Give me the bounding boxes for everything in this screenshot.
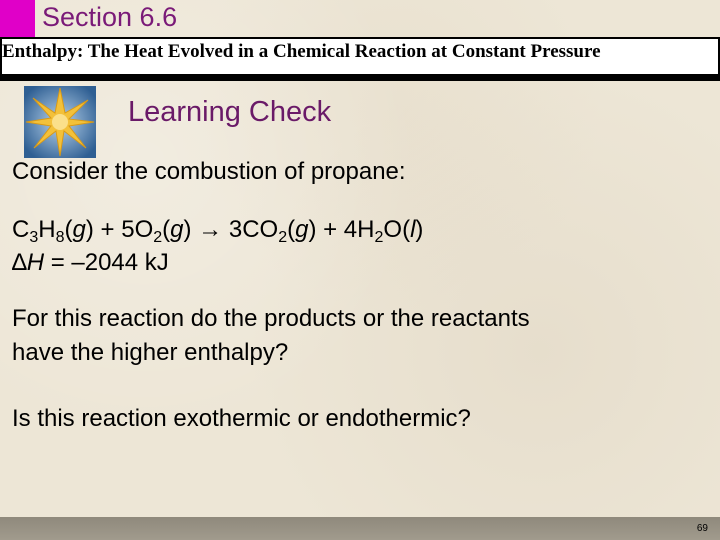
reaction-equation: $C_3H_8(g) + 5O_2(g) \to 3CO_2(g) + 4H_2O(l)$ [12,216,424,246]
enthalpy-change: ∆H = –2044 kJ [12,249,169,276]
question-1-line-1: For this reaction do the products or the reactants [12,305,530,332]
slide-title: Enthalpy: The Heat Evolved in a Chemical Reaction at Constant Pressure [2,39,718,74]
question-1-line-2: have the higher enthalpy? [12,339,289,366]
accent-block [0,0,35,37]
page-number: 69 [696,523,708,534]
learning-check-title: Learning Check [128,96,332,128]
intro-text: Consider the combustion of propane: [12,158,406,185]
section-bar [0,0,720,37]
footer-bar [0,517,720,540]
header-bar [0,37,720,81]
section-title: Section 6.6 [42,2,178,32]
starburst-icon [24,86,96,158]
question-2: Is this reaction exothermic or endothermic? [12,405,471,432]
